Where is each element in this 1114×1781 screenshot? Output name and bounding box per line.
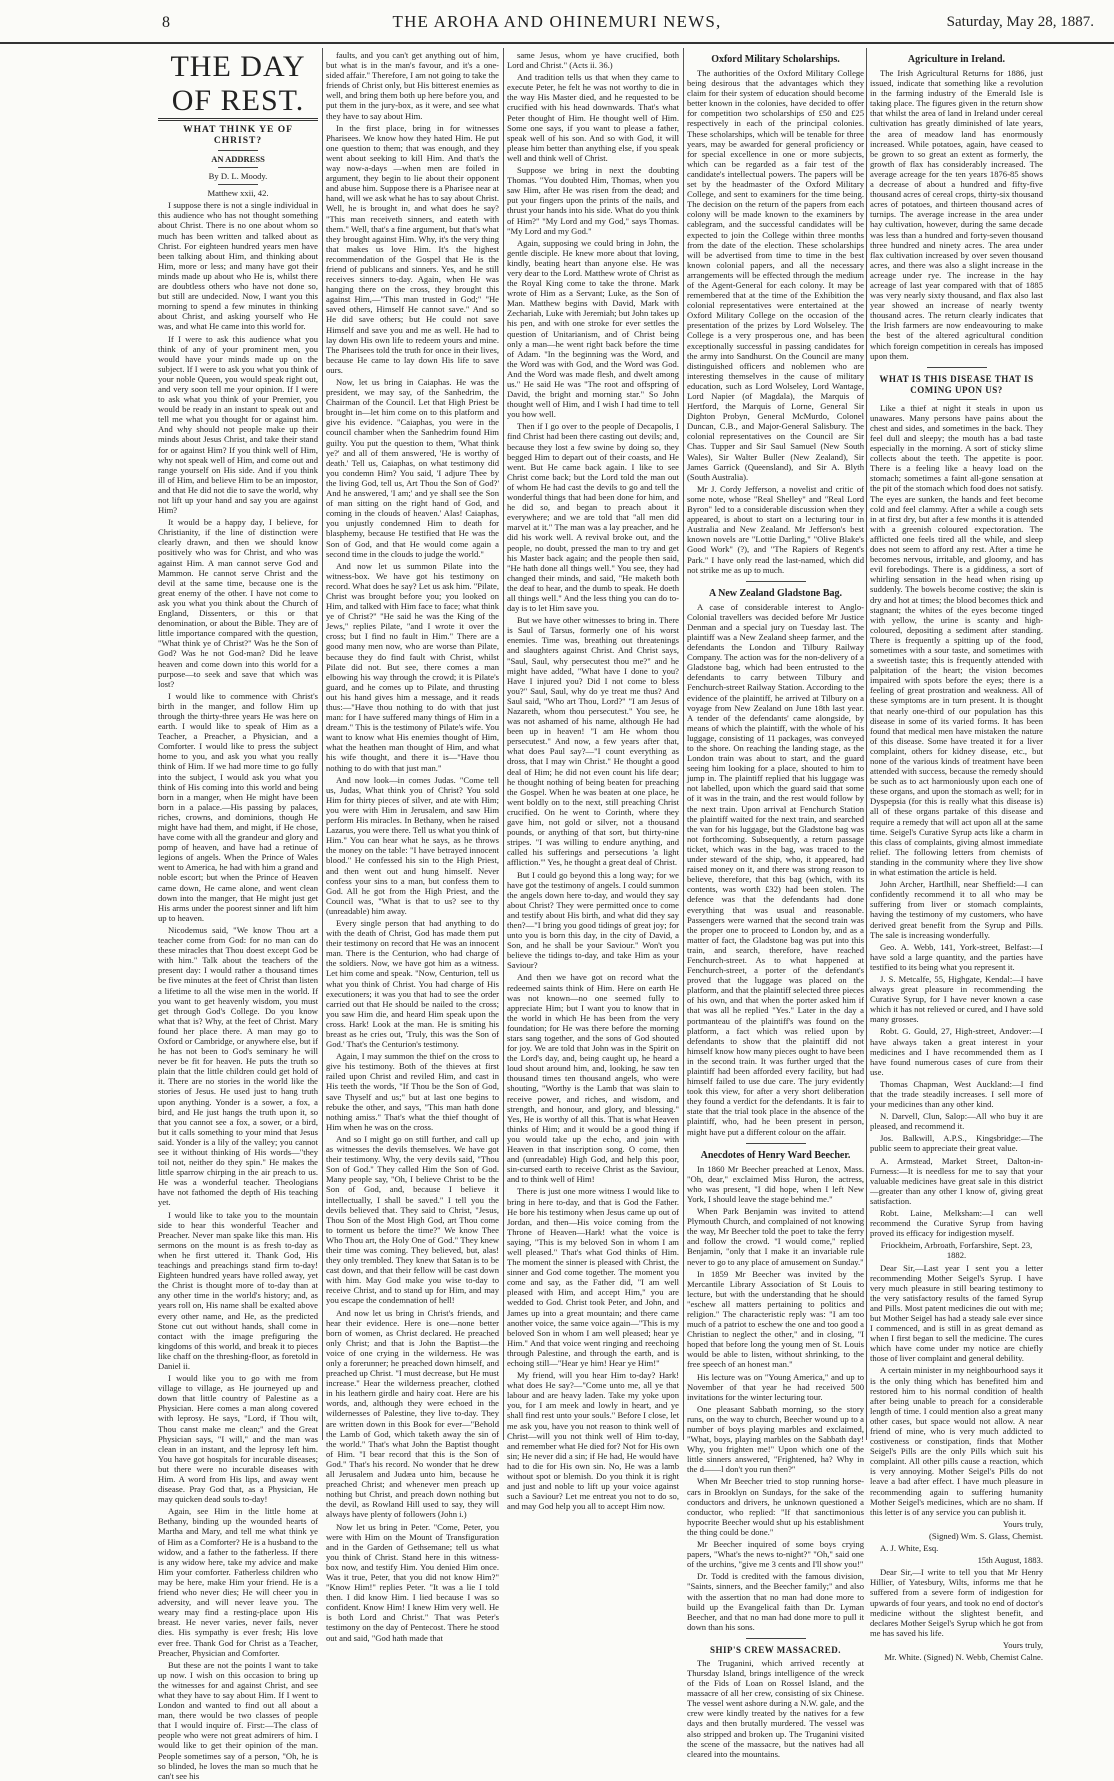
paragraph: N. Darvell, Clun, Salop:—All who buy it are pleased, and recommend it.: [870, 1111, 1043, 1132]
oxford-scholarships-heading: Oxford Military Scholarships.: [711, 54, 840, 65]
article-kind: AN ADDRESS: [211, 154, 265, 164]
issue-date: Saturday, May 28, 1887.: [946, 14, 1094, 30]
paragraph: But these are not the points I want to take up now. I wish on this occasion to bring up the witnesses for and against Christ, and see what they have to say about Him. If I went to London and wanted to find out all about a man, there would be two classes of people that I would inquire of. First:—The class of people who were not great admirers of him. I would like to get their opinion of the man. People sometimes say of a person, "Oh, he is so blinded, he loves the man so much that he can't see his: [158, 1659, 318, 1781]
column-4: [687, 50, 864, 1759]
divider: [746, 1143, 806, 1144]
column-3: [507, 50, 679, 1512]
paragraph: I suppose there is not a single individual in this audience who has not thought something about Christ. There is no one about whom so much has been written and talked about as Christ. For eighteen hundred years men have been talking about Him, and thinking about Him, more or less; and many have got their minds made up about who He is, whilst there are doubtless others who have not done so, but still are undecided. Now, I want you this morning to spend a few minutes in thinking about Christ, and asking yourself who He was, and what He came into this world for.: [158, 200, 318, 332]
paragraph: Like a thief at night it steals in upon us unawares. Many persons have pains about the chest and sides, and sometimes in the back. They feel dull and sleepy; the mouth has a bad taste especially in the morning. A sort of sticky slime collects about the teeth. The appetite is poor. There is a feeling like a heavy load on the stomach; sometimes a faint all-gone sensation at the pit of the stomach which food does not satisfy. The eyes are sunken, the hands and feet become cold and feel clammy. After a while a cough sets in at first dry, but after a few months it is attended with a greenish coloured expectoration. The afflicted one feels tired all the while, and sleep does not seem to afford any rest. After a time he becomes nervous, irritable, and gloomy, and has evil forebodings. There is a giddiness, a sort of whirling sensation in the head when rising up suddenly. The bowels become costive; the skin is dry and hot at times; the blood becomes thick and stagnant; the whites of the eyes become tinged with yellow, the urine is scanty and high-coloured, depositing a sediment after standing. There is frequently a spitting up of the food, sometimes with a sour taste, and sometimes with a sweetish taste; this is frequently attended with palpitation of the heart; the vision becomes impaired with spots before the eyes; there is a feeling of great prostration and weakness. All of these symptoms are in turn present. It is thought that nearly one-third of our population has this disease in some of its varied forms. It has been found that medical men have mistaken the nature of this disease. Some have treated it for a liver complaint, others for kidney disease, etc., but none of the various kinds of treatment have been attended with success, because the remedy should be such as to act harmoniously upon each one of these organs, and upon the stomach as well; for in Dyspepsia (for this is really what this disease is) all of these organs partake of this disease and require a remedy that will act upon all at the same time. Seigel's Curative Syrup acts like a charm in this class of complaints, giving almost immediate relief. The following letters from chemists of standing in the community where they live show in what estimation the article is held.: [870, 402, 1043, 878]
masthead: [0, 8, 1114, 44]
paragraph: It would be a happy day, I believe, for Christianity, if the line of distinction were clearly drawn, and then we should know positively who was for Christ, and who was against Him. A man cannot serve God and Mammon. He cannot serve Christ and the devil at the same time, because one is the great enemy of the other. I have not come to ask you what you think about the Church of England, Dissenters, or this or that denomination, or about the Bible. They are of little importance compared with the question, "What think ye of Christ?" Was he the Son of God? Was he not God-man? Did he leave heaven and come down into this world for a purpose—to seek and save that which was lost?: [158, 517, 318, 689]
paper-title: THE AROHA AND OHINEMURI NEWS,: [392, 12, 722, 31]
scripture-reference: Matthew xxii, 42.: [207, 188, 269, 199]
agriculture-heading: Agriculture in Ireland.: [907, 54, 1006, 65]
paragraph: The Truganini, which arrived recently at Thursday Island, brings intelligence of the wreck of the Fids of Loan on Rossel Island, and the massacre of all her crew, consisting of six Chinese. The vessel went ashore during a N.W. gale, and the crew were kindly treated by the natives for a few days and then brutally murdered. The vessel was also stripped and broken up. The Truganini visited the scene of the massacre, but the natives had all cleared into the mountains.: [687, 1657, 864, 1759]
paragraph: And tradition tells us that when they came to execute Peter, he felt he was not worthy to die in the way His Master died, and he requested to be crucified with his head downwards. That's what Peter thought of Him. He thought well of Him. Some one says, if you want to please a father, speak well of his son. And so with God, it will please him better than anything else, if you speak well and think well of Christ.: [507, 72, 679, 163]
article-subtitle: WHAT THINK YE OF CHRIST?: [183, 125, 293, 146]
paragraph: Nicodemus said, "We know Thou art a teacher come from God: for no man can do these miracles that Thou doest except God be with him." Talk about the teachers of the present day: I would rather a thousand times be five minutes at the feet of Christ than listen a lifetime to all the wise men in the world. If you want to get heavenly wisdom, you must get through God's College. Do you know what that is? Why, at the feet of Christ. Mary found her place there. A man may go to Oxford or Cambridge, or anywhere else, but if he has not been to God's seminary he will never be fit for heaven. He puts the truth so plain that the little children could get hold of it. There are no stories in the world like the stories of Jesus. He used just to hang truth upon anything. Yonder is a sower, a fox, a bird, and He just hangs the truth upon it, so that you cannot see a fox, a sower, or a bird, but it calls something to your mind that Jesus said. Yonder is a lily of the valley; you cannot see it without thinking of His words—"they toil not, neither do they spin." He makes the little sparrow chirping in the air preach to us. He was a wonderful teacher. Theologians have not fathomed the depth of His teaching yet.: [158, 924, 318, 1208]
letter-dateline: 15th August, 1883.: [977, 1555, 1043, 1566]
column-5: [870, 50, 1043, 1662]
paragraph: And now let us summon Pilate into the witness-box. We have got his testimony on record. What does he say? Let us ask him. "Pilate, Christ was brought before you; you looked on Him, and talked with Him face to face; what think ye of Christ?" "He said he was the King of the Jews," replies Pilate, "and I wrote it over the cross; but I find no fault in Him." There are a good many men now, who are worse than Pilate, because they do find fault with Christ, whilst Pilate did not. But see, there comes a man elbowing his way through the crowd; it is Pilate's guard, and he comes up to Pilate, and thrusting out his hand gives him a message, and it reads thus:—"Have thou nothing to do with that just man: for I have suffered many things of Him in a dream." This is the testimony of Pilate's wife. You want to know what His enemies thought of Him, what the heathen man thought of Him, and what his wife thought, and there it is—"Have thou nothing to do with that just man.": [326, 560, 499, 773]
paragraph: Dear Sir,—I write to tell you that Mr Henry Hillier, of Yatesbury, Wilts, informs me that he suffered from a severe form of indigestion for upwards of four years, and took no end of doctor's medicine without the slightest benefit, and declares Mother Seigel's Syrup which he got from me has saved his life.: [870, 1567, 1043, 1638]
gladstone-bag-heading: A New Zealand Gladstone Bag.: [708, 587, 843, 599]
paragraph: If I were to ask this audience what you think of any of your prominent men, you would have your minds made up on the subject. If I were to ask you what you think of your noble Queen, you would speak right out, and very soon tell me your opinion. If I were to ask what you think of your Premier, you would be ready in an instant to speak out and tell me what you thought for or against him. And why should not people make up their minds about Jesus Christ, and take their stand for or against Him? If you think well of Him, why not speak well of Him, and come out and range yourself on His side. And if you think ill of Him, and believe Him to be an impostor, and that He did not die to save the world, why not lift up your hand and say you are against Him?: [158, 333, 318, 516]
article-byline: By D. L. Moody.: [208, 171, 268, 182]
letter-closing: Yours truly,: [1002, 1518, 1043, 1529]
section-title-day-of-rest: THE DAY OF REST.: [158, 50, 318, 121]
paragraph: J. S. Metcalfe, 55, Highgate, Kendal:—I have always great pleasure in recommending the Curative Syrup, for I have never known a case which it has not relieved or cured, and I have sold many grosses.: [870, 973, 1043, 1025]
paragraph: Again, I may summon the thief on the cross to give his testimony. Both of the thieves at first railed upon Christ and reviled Him, and cast in His teeth the words, "If Thou be the Son of God, save Thyself and us;" but at last one begins to rebuke the other, and says, "This man hath done nothing amiss." That's what the thief thought of Him when he was on the cross.: [326, 1051, 499, 1132]
divider: [746, 1638, 806, 1639]
paragraph: A. Armstead, Market Street, Dalton-in-Furness:—It is needless for me to say that your valuable medicines have great sale in this district—greater than any other I know of, giving great satisfaction.: [870, 1155, 1043, 1206]
column-1: [158, 50, 318, 1781]
paragraph: A certain minister in my neighbourhood says it is the only thing which has benefited him and restored him to his normal condition of health after being unable to preach for a considerable length of time. I could mention also a great many other cases, but space would not allow. A near friend of mine, who is very much addicted to costiveness or constipation, finds that Mother Seigel's Pills are the only Pills which suit his complaint. All other pills cause a reaction, which is very annoying. Mother Seigel's Pills do not leave a bad after effect. I have much pleasure in recommending again to suffering humanity Mother Seigel's medicines, which are no sham. If this letter is of any service you can publish it.: [870, 1365, 1043, 1517]
page-number: 8: [162, 14, 170, 31]
letter-addressee: A. J. White, Esq.: [880, 1543, 939, 1554]
divider: [218, 150, 258, 151]
letter-signature: Mr. White. (Signed) N. Webb, Chemist Calne.: [884, 1651, 1043, 1662]
paragraph: Again, supposing we could bring in John, the gentle disciple. He knew more about that loving, kindly, beating heart than anyone else. He was very dear to the Lord. Matthew wrote of Christ as the Royal King come to take the throne. Mark wrote of Him as a Servant; Luke, as the Son of Man. Matthew begins with David, Mark with Zechariah, Luke with Jeremiah; but John takes up his pen, and with one stroke for ever settles the question of Unitarianism, and of Christ being only a man—he went right back before the time of Adam. "In the beginning was the Word, and the Word was with God, and the Word was God. And the Word was made flesh, and dwelt among us." He said He was "The root and offspring of David, the bright and morning star." So John thought well of Him, and I wish I had time to tell you how well.: [507, 237, 679, 420]
paragraph: Robt. Laine, Melksham:—I can well recommend the Curative Syrup from having proved its efficacy for indigestion myself.: [870, 1208, 1043, 1239]
paragraph: And then we have got on record what the redeemed saints think of Him. Here on earth He was not known—no one seemed fully to appreciate Him; but I want you to know that in the world in which He has been from the very foundation; for He was there before the morning stars sang together, and the sons of God shouted for joy. We are told that John was in the Spirit on the Lord's day, and, being caught up, he heard a loud shout around him, and, looking, he saw ten thousand times ten thousand angels, who were shouting, "Worthy is the Lamb that was slain to receive power, and riches, and wisdom, and strength, and honour, and glory, and blessing." Yes, He is worthy of all this. That is what Heaven thinks of Him; and it would be a good thing if you would take up the echo, and join with Heaven in that inscription song. O come, then and (unreadable) High God, and help this poor, sin-cursed earth to receive Christ as the Saviour, and to think well of Him!: [507, 972, 679, 1185]
column-rule: [322, 48, 323, 1440]
disease-heading: WHAT IS THIS DISEASE THAT IS COMING UPON US?: [879, 373, 1034, 395]
paragraph: Jos. Balkwill, A.P.S., Kingsbridge:—The public seem to appreciate their great value.: [870, 1133, 1043, 1154]
paragraph: Geo. A. Webb, 141, York-street, Belfast:—I have sold a large quantity, and the parties have testified to its being what you represent it.: [870, 941, 1043, 972]
letter-closing: Yours truly,: [1002, 1639, 1043, 1650]
paragraph: When Mr Beecher tried to stop running horse-cars in Brooklyn on Sundays, for the sake of the conductors and drivers, he unknown questioned a conductor, who replied: "If that sanctimonious hypocrite Beecher would shut up his establishment the thing could be done.": [687, 1476, 864, 1537]
paragraph: Dr. Todd is credited with the famous division, "Saints, sinners, and the Beecher family;" and also with the assertion that no man had done more to build up the Evangelical faith than Dr. Lyman Beecher, and that no man had done more to pull it down than his sons.: [687, 1571, 864, 1632]
paragraph: But I could go beyond this a long way; for we have got the testimony of angels. I could summon the angels down here to-day, and would they say about Christ? They were permitted once to come and testify about His birth, and what did they say then?—"I bring you good tidings of great joy; for unto you is born this day, in the city of David, a Son, and he shall be your Saviour." Won't you believe the tidings to-day, and take Him as your Saviour?: [507, 869, 679, 971]
divider: [937, 399, 977, 400]
paragraph: Robt. G. Gould, 27, High-street, Andover:—I have always taken a great interest in your medicines and I have recommended them as I have found numerous cases of cure from their use.: [870, 1026, 1043, 1077]
paragraph: I would like you to go with me from village to village, as He journeyed up and down that little country of Palestine as a Physician. Here comes a man along covered with leprosy. He says, "Lord, if Thou wilt, Thou canst make me clean;" and the Great Physician says, "I will," and the man was clean in an instant, and the leprosy left him. You have got hospitals for incurable diseases; but there were no incurable diseases with Him. A word from His lips, and away went disease. Pray God that, as a Physician, He may quicken dead souls to-day!: [158, 1373, 318, 1505]
paragraph: I would like to commence with Christ's birth in the manger, and follow Him up through the thirty-three years He was here on earth. I would like to speak of Him as a Teacher, a Preacher, a Physician, and a Comforter. I would like to press the subject home to you, and ask you what you really think of Him. If we had more time to go fully into the subject, I would ask you what you think of His coming into this world and being born in a manger, when He might have been born in a palace.—His passing by palaces, riches, crowns, and dominions, though He might have had them, and might, if He chose, have come with all the grandeur and glory and pomp of heaven, and have had a retinue of legions of angels. When the Prince of Wales went to America, he had with him a grand and noble escort; but when the Prince of Heaven came down, He came alone, and went clean down into the manger, that He might just get His arms under the poorest sinner and lift him up to heaven.: [158, 690, 318, 923]
paragraph: In 1860 Mr Beecher preached at Lenox, Mass. "Oh, dear," exclaimed Miss Huron, the actress, who was present, "I did hope, when I left New York, I should leave the stage behind me.": [687, 1163, 864, 1204]
paragraph: And now let us bring in Christ's friends, and hear their evidence. Here is one—none better born of women, as Christ declared. He preached only Christ; and that is John the Baptist—the voice of one crying in the wilderness. He was only a forerunner; he preached down himself, and preached up Christ. "I must decrease, but He must increase." Hear the wilderness preacher, clothed in his leathern girdle and hairy coat. Here are his words, and, although they were echoed in the wildernesses of Palestine, they live to-day. They are written down in this Book for ever—"Behold the Lamb of God, which taketh away the sin of the world." That's what John the Baptist thought of Him. "I bear record that this is the Son of God." That's his record. No wonder that he drew all Jerusalem and Judæa unto him, because he preached Christ; and whenever men preach up nothing but Christ, and preach down nothing but the devil, as Rowland Hill used to say, they will always have plenty of followers (John i.): [326, 1307, 499, 1520]
divider: [927, 367, 987, 368]
paragraph: Dear Sir,—Last year I sent you a letter recommending Mother Seigel's Syrup. I have very much pleasure in still bearing testimony to the very satisfactory results of the famed Syrup and Pills. Most patent medicines die out with me; but Mother Seigel has had a steady sale ever since I commenced, and is still in as great demand as when I first began to sell the medicine. The cures which have come under my notice are chiefly those of liver complaint and general debility.: [870, 1262, 1043, 1364]
paragraph: Mr Beecher inquired of some boys crying papers, "What's the news to-night?" "Oh," said one of the urchins, "give me 3 cents and I'll show you!": [687, 1539, 864, 1570]
paragraph: The Irish Agricultural Returns for 1886, just issued, indicate that something like a revolution in the farming industry of the Emerald Isle is taking place. The figures given in the return show that whilst the area of land in Ireland under cereal cultivation has greatly diminished of late years, the area of meadow land has enormously increased. While potatoes, again, have ceased to be grown to so great an extent as formerly, the growth of flax has considerably increased. The average acreage for the ten years 1876-85 shows a decrease of about a hundred and fifty-five thousand acres of cereal crops, thirty-six thousand acres of potatoes, and thirteen thousand acres of turnips. The average increase in the area under hay cultivation, however, during the same decade was less than a hundred and forty-seven thousand three hundred and ninety acres. The area under flax cultivation increased by over seven thousand acres, and there was also a slight increase in the acreage under rye. The increase in the hay acreage of last year compared with that of 1885 was very nearly sixty thousand, and flax also last year showed an increase of nearly twenty thousand acres. The return clearly indicates that the Irish farmers are now endeavouring to make the best of the altered agricultural condition which foreign competition in cereals has imposed upon them.: [870, 68, 1043, 361]
paragraph: In 1859 Mr Beecher was invited by the Mercantile Library Association of St Louis to lecture, but with the understanding that he should "eschew all matters pertaining to politics and religion." The characteristic reply was: "I am too much of a patriot to eschew the one and too good a Christian to neglect the other," and in closing, "I hoped that before long the young men of St. Louis would be able to listen, without shrinking, to the free speech of an honest man.": [687, 1268, 864, 1370]
paragraph: One pleasant Sabbath morning, so the story runs, on the way to church, Beecher wound up to a number of boys playing marbles and exclaimed, "What, boys, playing marbles on the Sabbath day! Why, you frighten me!" Upon which one of the little sinners answered, "Frightened, ha? Why in the d——l don't you run then?": [687, 1403, 864, 1475]
paragraph: Again, see Him in the little home at Bethany, binding up the wounded hearts of Martha and Mary, and tell me what think ye of Him as a Comforter? He is a husband to the widow, and a father to the fatherless. If there is any widow here, take my advice and make Him your comforter. Fatherless children who may be here, make Him your friend. He is a friend who never dies; He will cheer you in adversity, and will never leave you. The weary may find a resting-place upon His breast. He never varies, never fails, never dies. His sympathy is ever fresh; His love ever free. Thank God for Christ as a Teacher, Preacher, Physician and Comforter.: [158, 1506, 318, 1658]
divider: [746, 581, 806, 582]
paragraph: I would like to take you to the mountain side to hear this wonderful Teacher and Preacher. Never man spake like this man. His sermons on the mount is as fresh to-day as when he first uttered it. Thank God, His teachings and preachings stand firm to-day! Eighteen hundred years have rolled away, yet the Christ is thought more of to-day than at any other time in the world's history; and, as years roll on, His name shall be exalted above every other name, and He, as the predicted Stone cut out without hands, shall come in contact with the image prefiguring the kingdoms of this world, and break it to pieces like chaff on the threshing-floor, as foretold in Daniel ii.: [158, 1209, 318, 1371]
paragraph: Suppose we bring in next the doubting Thomas. "You doubted Him, Thomas, when you saw Him, after He was risen from the dead; and put your fingers upon the prints of the nails, and thrust your hands into his side. What do you think of Him?" "My Lord and my God," says Thomas. "My Lord and my God.": [507, 165, 679, 236]
letter-signature: (Signed) Wm. S. Glass, Chemist.: [929, 1530, 1043, 1541]
paragraph: same Jesus, whom ye have crucified, both Lord and Christ." (Acts ii. 36.): [507, 50, 679, 71]
divider: [218, 167, 258, 168]
paragraph: In the first place, bring in for witnesses Pharisees. We know how they hated Him. He put one question to them; that was enough, and they went about seeking to kill Him. And that's the way now-a-days —when men are foiled in argument, they begin to lie about their opponent and abuse him. Suppose there is a Pharisee near at hand, will we ask what he has to say about Christ. Well, he is brought in, and what does he say? "This man receiveth sinners, and eateth with them." Well, that's a fine argument, but that's what they brought against Him. Why, it's the very thing that makes us love Him. It's the highest recommendation of the Gospel that He is the friend of publicans and sinners. Yes, and he still receives sinners to-day. Again, when He was hanging there on the cross, they brought this against Him,—"This man trusted in God;" "He saved others, Himself He cannot save." And so He did save others; but He could not save Himself and save you and me as well. He had to lay down His own life to redeem yours and mine. The Pharisees told the truth for once in their lives, because He came to lay down His life to save ours.: [326, 122, 499, 375]
paragraph: Now, let us bring in Caiaphas. He was the president, we may say, of the Sanhedrim, the Chairman of the Council. Let that High Priest be brought in—let him come on to this platform and give his evidence. "Caiaphas, you were in the council chamber when the Sanhedrim found Him guilty. You put the question to them, 'What think ye?' and all of them answered, 'He is worthy of death.' Tell us, Caiaphas, on what testimony did you condemn Him? You said, 'I adjure Thee by the living God, tell us, Art Thou the Son of God?' And he answered, 'I am;' and ye shall see the Son of man sitting on the right hand of God, and coming in the clouds of heaven.' Alas! Caiaphas, you unjustly condemned Him to death for blasphemy, because He testified that He was the Son of God, and that He would come again a second time in the clouds to judge the world.": [326, 377, 499, 559]
column-2: [326, 50, 499, 1643]
paragraph: Then if I go over to the people of Decapolis, I find Christ had been there casting out devils; and, because they lost a few swine by doing so, they begged Him to depart out of their coasts, and He went. But He came back again. I like to see Christ come back; but the Lord told the man out of whom He had cast the devils to go and tell the wonderful things that had been done for him, and he did so, and began to preach about it everywhere; and we are told that "all men did marvel at it." The man was a lay preacher, and he did his work well. A revival broke out, and the people, no doubt, pressed the man to try and get his Master back again; and the people then said, "He hath done all things well." You see, they had changed their minds, and said, "He maketh both the deaf to hear, and the dumb to speak. He doeth all things well." And the less thing you can do to-day is to let Him save you.: [507, 421, 679, 614]
paragraph: John Archer, Hartlhill, near Sheffield:—I can confidently recommend it to all who may be suffering from liver or stomach complaints, having the testimony of my customers, who have derived great benefit from the Syrup and Pills. The sale is increasing wonderfully.: [870, 879, 1043, 940]
column-rule: [503, 48, 504, 1440]
divider: [218, 184, 258, 185]
paragraph: There is just one more witness I would like to bring in here to-day, and that is God the Father. He bore his testimony when Jesus came up out of Jordan, and then—His voice coming from the Throne of Heaven—Hark! what the voice is saying, "This is my beloved Son in whom I am well pleased." That's what God thinks of Him. The moment the sinner is pleased with Christ, the sinner and God come together. The moment you come and say, as the Father did, "I am well pleased with Him, and accept Him," you are wedded to God. Christ took Peter, and John, and James up into a great mountain; and there came another voice, the same voice again—"This is my beloved Son in whom I am well pleased; hear ye Him." And that voice went ringing and reechoing through Palestine, and through the earth, and is echoing still—"Hear ye him! Hear ye Him!": [507, 1186, 679, 1368]
paragraph: faults, and you can't get anything out of him, but what is in the man's favour, and it's a one-sided affair." Therefore, I am not going to take the friends of Christ only, but His bitterest enemies as well, and bring them both up here before you, and put them in the jury-box, as it were, and see what they have to say about Him.: [326, 50, 499, 121]
letter-dateline: Friockheim, Arbroath, Forfarshire, Sept. 23, 1882.: [880, 1240, 1033, 1261]
beecher-anecdotes-heading: Anecdotes of Henry Ward Beecher.: [700, 1149, 851, 1161]
paragraph: His lecture was on "Young America," and up to November of that year he had received 500 invitations for the winter lecturing tour.: [687, 1371, 864, 1402]
paragraph: Every single person that had anything to do with the death of Christ, God has made them put their testimony on record that He was an innocent man. There is the Centurion, who had charge of the soldiers. Now, we have got him as a witness. Let him come and speak. "Now, Centurion, tell us what you think of Christ. You had charge of His executioners; it was you that had to see the order carried out that He should be nailed to the cross; you saw Him die, and heard Him speak upon the cross. Hark! Look at the man. He is smiting his breast as he cries out, 'Truly, this was the Son of God.' That's the Centurion's testimony.: [326, 917, 499, 1050]
paragraph: A case of considerable interest to Anglo-Colonial travellers was decided before Mr Justice Denman and a special jury on Tuesday last. The plaintiff was a New Zealand sheep farmer, and the defendants the London and Tilbury Railway Company. The action was for the non-delivery of a Gladstone bag, which had been entrusted to the defendants to carry between Tilbury and Fenchurch-street Railway Station. According to the evidence of the plaintiff, he arrived at Tilbury on a voyage from New Zealand on June 18th last year. A tender of the defendants' came alongside, by means of which the plaintiff, with the whole of his luggage, consisting of 11 packages, was conveyed to the shore. On reaching the landing stage, as the London train was about to start, and the guard seeing him looking for a place, shouted to him to jump in. The plaintiff replied that his luggage was not labelled, upon which the guard said that some of it was in the train, and the rest would follow by the next train. Upon arrival at Fenchurch Station the plaintiff waited for the next train, and searched the van for his luggage, but the Gladstone bag was not forthcoming. Subsequently, a return passage ticket, which was in the bag, was traced to the under steward of the ship, who, it appeared, had raised money on it, and there was strong reason to believe, therefore, that this bag (which, with its contents, was worth £32) had been stolen. The defence was that the defendants had done everything that was usual and reasonable. Passengers were warned that the second train was the proper one to proceed to London by, and as a matter of fact, the Gladstone bag was put into this train, and search, therefore, have reached Fenchurch-street. As to what happened at Fenchurch-street, a porter of the defendant's proved that the luggage was placed on the platform, and that the plaintiff selected three pieces of his own, and that when the porter asked him if that was all he replied "Yes." Later in the day a portmanteau of the plaintiff's was found on the platform, a fact which was relied upon by defendants to show that the plaintiff did not himself know how many pieces ought to have been in the second train. It was further urged that the plaintiff had been afforded every facility, but had himself failed to use due care. The jury evidently took this view, for after a very short deliberation they found a verdict for the defendants. It is fair to state that the trial took place in the absence of the plaintiff, who, had he been present in person, might have put a different colour on the affair.: [687, 601, 864, 1137]
paragraph: And now look—in comes Judas. "Come tell us, Judas, What think you of Christ? You sold Him for thirty pieces of silver, and ate with Him; you were with Him in Jerusalem, and saw Him perform His miracles. In Bethany, when he raised Lazarus, you were there. Tell us what you think of Him." You can hear what he says, as he throws the money on the table: "I have betrayed innocent blood." He confessed his sin to the High Priest, and then went out and hung himself. Never confess your sins to a man, but confess them to God. All he got from the High Priest, and the Council was, "What is that to us? see to thy (unreadable) him away.: [326, 774, 499, 916]
paragraph: The authorities of the Oxford Military College being desirous that the advantages which they claim for their system of education should become better known in the colonies, have decided to offer for competition two scholarships of £50 and £25 respectively in each of the principal colonies. These scholarships, which will be tenable for three years, may be awarded for general proficiency or for special excellence in one or more subjects, which can be regarded as a fair test of the candidate's intellectual powers. The papers will be set by the headmaster of the Oxford Military College, and sent to examiners for the time being. The decision on the return of the papers from each colony will be made known to the examiners by cablegram, and the successful candidates will be expected to join the College within three months from the date of the election. These scholarships will be advertised from time to time in the best known colonial papers, and all the necessary arrangements will be effected through the medium of the Agent-General for each colony. It may be remembered that at the time of the Exhibition the colonial representatives were entertained at the Oxford Military College on the occasion of the presentation of the prizes by Lord Wolseley. The College is a very prosperous one, and has been exceptionally successful in passing candidates for the army into Sandhurst. On the Council are many distinguished officers and noblemen who are interesting themselves in the cause of military education, such as Lord Wolseley, Lord Wantage, Lord Napier (of Magdala), the Marquis of Hertford, the Marquis of Lorne, General Sir Dighton Probyn, General McMurdo, Colonel Duncan, C.B., and Major-General Salisbury. The colonial representatives on the Council are Sir Chas. Tupper and Sir Saul Samuel (New South Wales), Sir Walter Buller (New Zealand), Sir James Garrick (Queensland), and Sir A. Blyth (South Australia).: [687, 68, 864, 482]
paragraph: And so I might go on still further, and call up as witnesses the devils themselves. We have got their testimony. Why, the very devils said, "Thou Son of God." They called Him the Son of God. Many people say, "Oh, I believe Christ to be the Son of God, and, because I believe it intellectually, I shall be saved." I tell you the devils believed that. They said to Christ, "Jesus, Thou Son of the Most High God, art Thou come to torment us before the time?" We know Thee Who Thou art, the Holy One of God." They knew their time was coming. They believed, but, alas! they only trembled. They knew that Satan is to be cast down, and that their fellow will be cast down with him. May God make you wise to-day to receive Christ, and to stand up for Him, and may you escape the condemnation of hell!: [326, 1133, 499, 1306]
paragraph: My friend, will you hear Him to-day? Hark! what does He say?—"Come unto me, all ye that labour and are heavy laden. Take my yoke upon you, for I am meek and lowly in heart, and ye shall find rest unto your souls." Before I close, let me ask you, have you not reason to think well of Christ—will you not think well of Him to-day, and remember what He died for? Not for His own sin; He never did a sin; if He had, He would have had to die for His own sin. No, He was a lamb without spot or blemish. Do you think it is right and just and noble to lift up your voice against such a Saviour? Let me entreat you not to do so, and may God help you all to accept Him now.: [507, 1370, 679, 1512]
paragraph: But we have other witnesses to bring in. There is Saul of Tarsus, formerly one of his worst enemies. Time was, breathing out threatenings and slaughters against Christ. And Christ says, "Saul, Saul, why persecutest thou me?" and he might have added, "What have I done to you? Have I injured you? Did I not come to bless you?" Saul, Saul, why do ye treat me thus? And Saul said, "Who art Thou, Lord?" "I am Jesus of Nazareth, whom thou persecutest." You see, he was not ashamed of his name, although He had been up in heaven! "I am He whom thou persecutest." And now, a few years after that, what does Paul say?—"I count everything as dross, that I may win Christ." He thought a good deal of Him; he did not even count his life dear; he thought nothing of being beaten for preaching the Gospel. When he was beaten at one place, he went boldly on to the next, still preaching Christ crucified. On he went to Corinth, where they gave him, not gold or silver, not a thousand pounds, or anything of that sort, but thirty-nine stripes. "I was willing to endure anything, and called his sufferings and persecutions 'a light affliction.'" Yes, he thought a great deal of Christ.: [507, 615, 679, 868]
paragraph: When Park Benjamin was invited to attend Plymouth Church, and complained of not knowing the way, Mr Beecher told the poet to take the ferry and follow the crowd. "I would come," replied Benjamin, "only that I make it an invariable rule never to go to any place of amusement on Sunday.": [687, 1206, 864, 1267]
column-rule: [683, 48, 684, 1440]
paragraph: Now let us bring in Peter. "Come, Peter, you were with Him on the Mount of Transfiguration and in the Garden of Gethsemane; tell us what you think of Christ. Stand here in this witness-box now, and testify Him. You denied Him once. Was it true, Peter, that you did not know Him?" "Know Him!" replies Peter. "It was a lie I told then. I did know Him. I lied because I was so confident. Know Him! I knew Him very well. He is both Lord and Christ." That was Peter's testimony on the day of Pentecost. There he stood out and said, "God hath made that: [326, 1521, 499, 1643]
ships-crew-heading: SHIP'S CREW MASSACRED.: [709, 1644, 842, 1655]
paragraph: Thomas Chapman, West Auckland:—I find that the trade steadily increases. I sell more of your medicines than any other kind.: [870, 1078, 1043, 1110]
paragraph: Mr J. Cordy Jefferson, a novelist and critic of some note, whose "Real Shelley" and "Real Lord Byron" led to a considerable discussion when they appeared, is about to start on a lecturing tour in Australia and New Zealand. Mr Jefferson's best known novels are "Lottie Darling," "Olive Blake's Good Work" (?), and "The Rapiers of Regent's Park." I have only read the last-named, which did not strike me as up to much.: [687, 483, 864, 575]
column-rule: [866, 48, 867, 1440]
